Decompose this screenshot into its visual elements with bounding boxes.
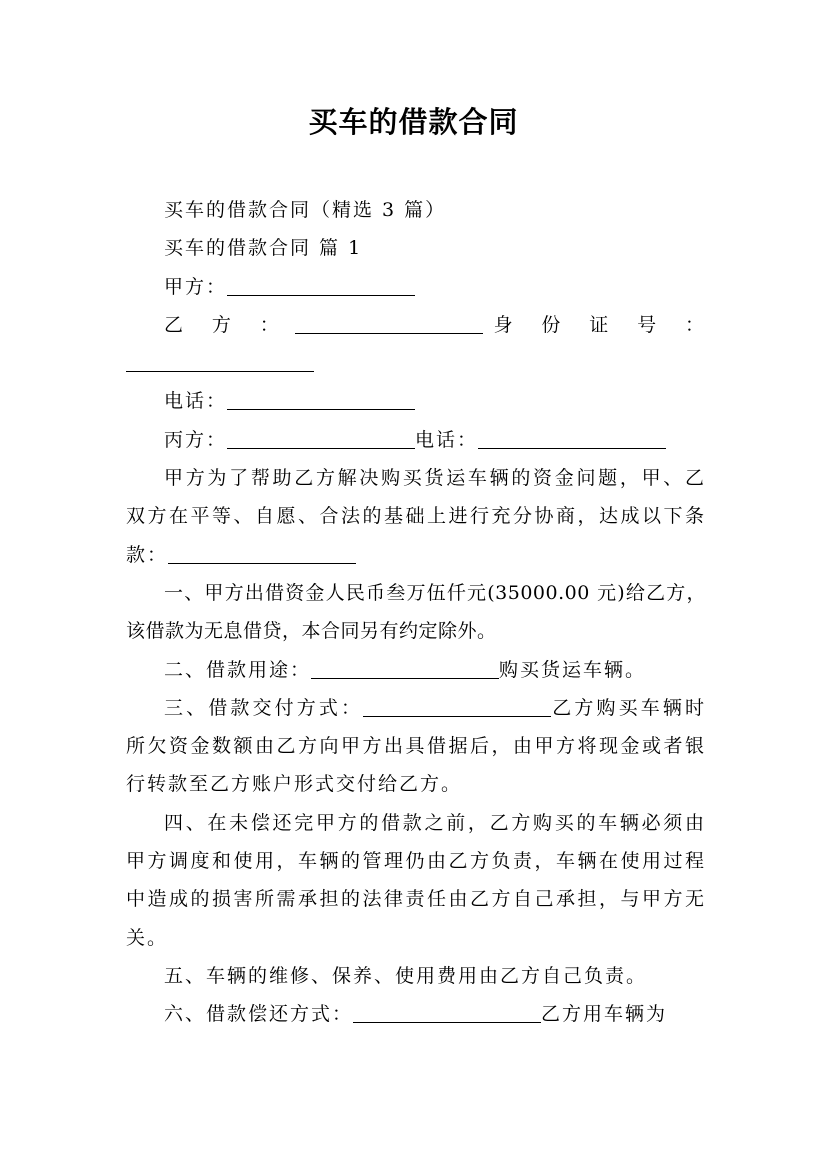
party-b-blank [295,314,483,334]
party-c-label: 丙方： [164,428,228,451]
party-a-line [126,268,706,306]
clause-6-paragraph [126,995,706,1033]
clause-1-paragraph [126,574,706,651]
clause-6-text: 乙方用车辆为 [541,1003,668,1026]
clause-3-paragraph [126,689,706,804]
phone-line [126,382,706,420]
party-a-label: 甲方： [164,275,228,298]
clause-2-blank [311,659,499,679]
subtitle-line [126,191,706,229]
clause-6-blank [353,1003,541,1023]
clause-3-text: 乙方购买车辆时所欠资金数额由乙方向甲方出具借据后，由甲方将现金或者银行转款至乙方账户形式交付给乙方。 [126,696,706,796]
intro-blank [168,544,356,564]
document-body [126,191,706,1034]
clause-2-paragraph [126,651,706,689]
subtitle-text: 买车的借款合同（精选 3 篇） [164,199,447,221]
phone-blank-2 [478,429,666,449]
document-title: 买车的借款合同 [308,105,519,139]
phone-label: 电话： [164,390,228,413]
clause-3-blank [363,697,551,717]
clause-5-paragraph [126,957,706,995]
clause-4-text: 四、在未偿还完甲方的借款之前，乙方购买的车辆必须由甲方调度和使用，车辆的管理仍由乙方负责，车辆在使用过程中造成的损害所需承担的法律责任由乙方自己承担，与甲方无关。 [126,811,706,949]
party-a-blank [227,276,415,296]
id-number-blank [126,352,314,372]
clause-2-text: 购买货运车辆。 [499,658,647,681]
article-heading-line [126,229,706,267]
clause-2-label: 二、借款用途： [164,658,312,681]
party-b-label: 乙 方 ： [164,313,284,336]
clause-6-label: 六、借款偿还方式： [164,1003,354,1026]
party-c-line [126,421,706,459]
clause-3-label: 三、借款交付方式： [164,696,364,719]
party-c-blank [227,429,415,449]
intro-text: 甲方为了帮助乙方解决购买货运车辆的资金问题，甲、乙双方在平等、自愿、合法的基础上进行充分协商，达成以下条款： [126,467,706,566]
clause-1-text: 一、甲方出借资金人民币叁万伍仟元(35000.00 元)给乙方，该借款为无息借贷，本合同另有约定除外。 [126,581,706,643]
intro-paragraph [126,459,706,574]
article-heading-text: 买车的借款合同 篇 1 [164,237,363,260]
clause-5-text: 五、车辆的维修、保养、使用费用由乙方自己负责。 [164,964,648,987]
id-number-label: 身 份 证 号 ： [493,313,706,336]
phone-blank [227,390,415,410]
clause-4-paragraph [126,804,706,957]
party-b-line [126,306,706,344]
phone-label-2: 电话： [415,428,479,451]
id-number-line [126,344,706,382]
